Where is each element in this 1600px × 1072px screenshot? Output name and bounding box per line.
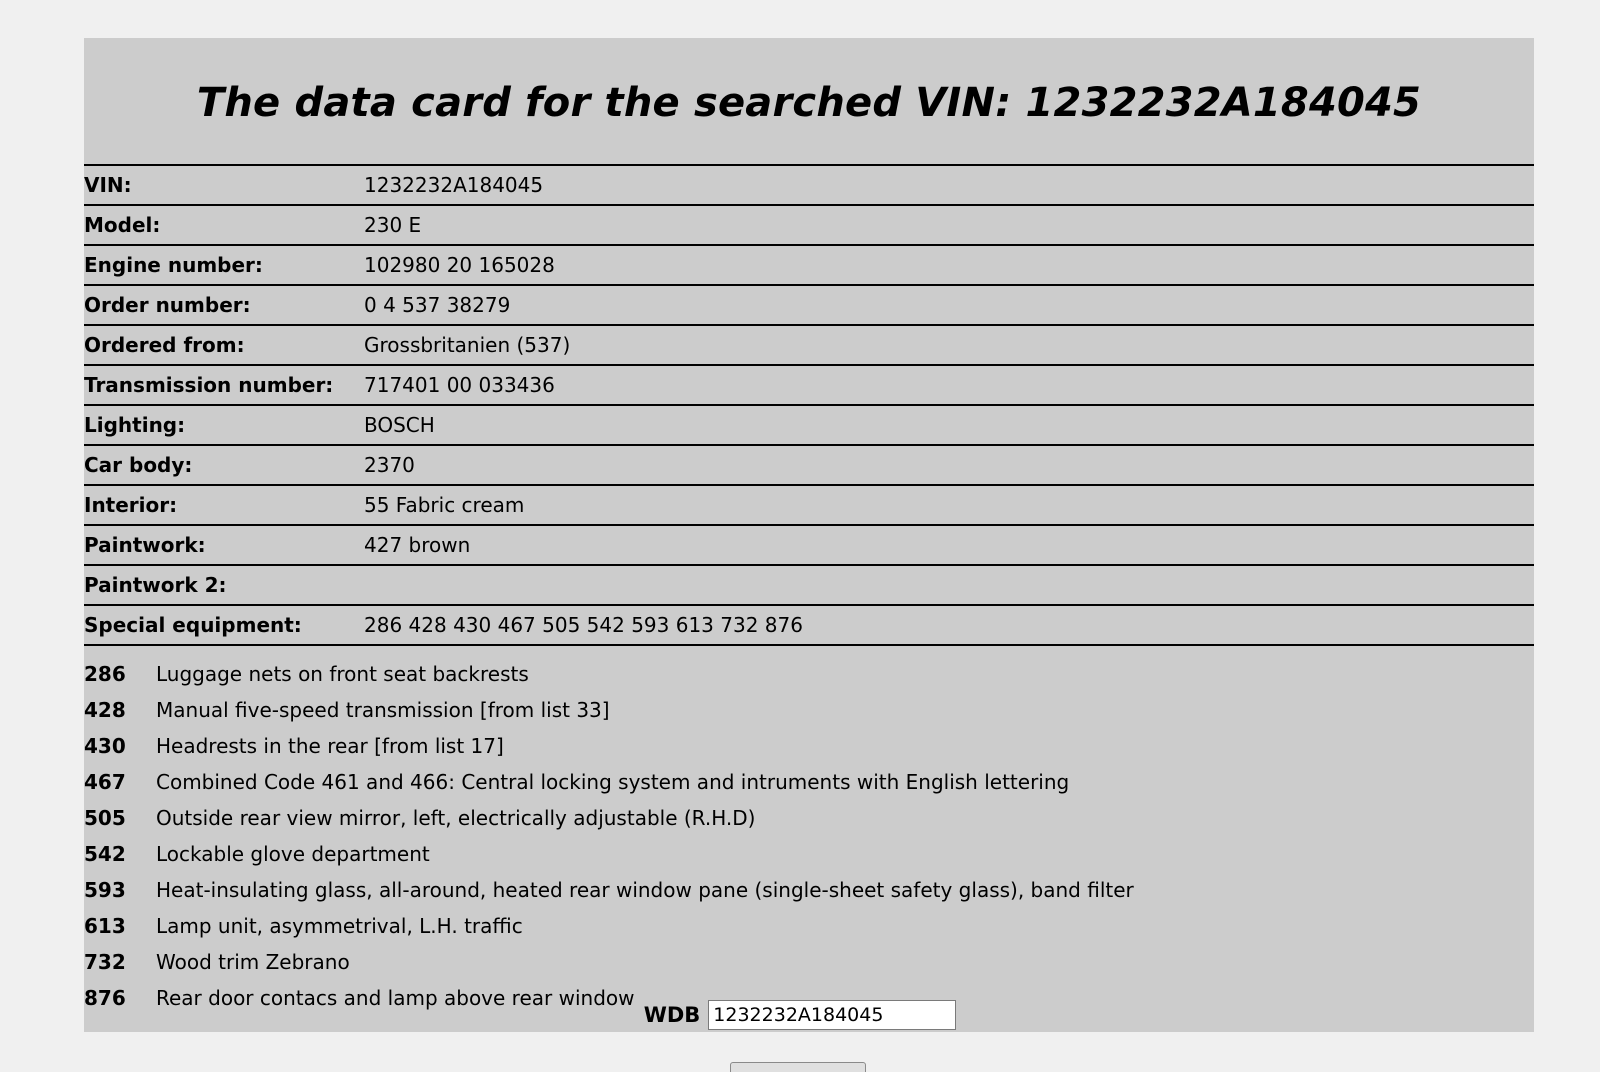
equipment-description: Lockable glove department: [156, 842, 430, 866]
vin-search-input[interactable]: [708, 1000, 956, 1030]
table-row: [84, 245, 1534, 285]
special-equipment-list: [84, 644, 1534, 1032]
list-item: [84, 656, 1534, 692]
page-title: The data card for the searched VIN: 1232232A184045: [196, 80, 1422, 126]
field-label: Ordered from:: [84, 333, 245, 357]
field-label: Paintwork:: [84, 533, 206, 557]
vehicle-data-table: [84, 164, 1534, 644]
equipment-code: 542: [84, 842, 126, 866]
equipment-description: Heat-insulating glass, all-around, heated rear window pane (single-sheet safety glass), band filter: [156, 878, 1134, 902]
field-label: Engine number:: [84, 253, 263, 277]
field-value: 717401 00 033436: [364, 373, 555, 397]
search-submit-button[interactable]: [730, 1062, 866, 1072]
list-item: [84, 764, 1534, 800]
table-row: [84, 485, 1534, 525]
equipment-code: 428: [84, 698, 126, 722]
field-value: 230 E: [364, 213, 422, 237]
field-value: [364, 565, 1534, 605]
field-value: 1232232A184045: [364, 173, 544, 197]
list-item: [84, 908, 1534, 944]
table-row: [84, 445, 1534, 485]
equipment-description: Headrests in the rear [from list 17]: [156, 734, 504, 758]
list-item: [84, 728, 1534, 764]
equipment-code: 467: [84, 770, 126, 794]
equipment-description: Wood trim Zebrano: [156, 950, 350, 974]
equipment-code: 876: [84, 986, 126, 1010]
vehicle-data-body: [84, 165, 1534, 644]
table-row: [84, 565, 1534, 605]
field-label: Paintwork 2:: [84, 573, 227, 597]
field-value: 55 Fabric cream: [364, 493, 525, 517]
field-value: 2370: [364, 453, 415, 477]
field-label: Interior:: [84, 493, 178, 517]
list-item: [84, 872, 1534, 908]
equipment-code: 613: [84, 914, 126, 938]
table-row: [84, 325, 1534, 365]
table-row: [84, 525, 1534, 565]
equipment-description: Combined Code 461 and 466: Central locking system and intruments with English lettering: [156, 770, 1070, 794]
equipment-description: Rear door contacs and lamp above rear window: [156, 986, 635, 1010]
field-label: Car body:: [84, 453, 193, 477]
equipment-code: 505: [84, 806, 126, 830]
field-value: 0 4 537 38279: [364, 293, 511, 317]
special-equipment-body: [84, 656, 1534, 1016]
table-row: [84, 605, 1534, 644]
equipment-code: 593: [84, 878, 126, 902]
table-row: [84, 205, 1534, 245]
field-label: Lighting:: [84, 413, 186, 437]
list-item: [84, 800, 1534, 836]
table-row: [84, 365, 1534, 405]
field-value: 427 brown: [364, 533, 471, 557]
equipment-description: Manual five-speed transmission [from list 33]: [156, 698, 610, 722]
special-equipment-table: [84, 656, 1534, 1016]
data-card: [84, 38, 1534, 1032]
field-value: 102980 20 165028: [364, 253, 555, 277]
vin-search-form: [0, 1000, 1600, 1030]
equipment-description: Outside rear view mirror, left, electrically adjustable (R.H.D): [156, 806, 756, 830]
list-item: [84, 692, 1534, 728]
field-label: VIN:: [84, 173, 132, 197]
field-value: Grossbritanien (537): [364, 333, 571, 357]
table-row: [84, 285, 1534, 325]
equipment-code: 732: [84, 950, 126, 974]
field-value: BOSCH: [364, 413, 435, 437]
field-label: Special equipment:: [84, 613, 302, 637]
equipment-description: Luggage nets on front seat backrests: [156, 662, 529, 686]
table-row: [84, 165, 1534, 205]
equipment-description: Lamp unit, asymmetrival, L.H. traffic: [156, 914, 523, 938]
field-label: Transmission number:: [84, 373, 334, 397]
list-item: [84, 944, 1534, 980]
field-label: Order number:: [84, 293, 251, 317]
table-row: [84, 405, 1534, 445]
field-label: Model:: [84, 213, 161, 237]
field-value: 286 428 430 467 505 542 593 613 732 876: [364, 613, 803, 637]
wdb-prefix-label: WDB: [643, 1003, 701, 1027]
equipment-code: 430: [84, 734, 126, 758]
equipment-code: 286: [84, 662, 126, 686]
list-item: [84, 836, 1534, 872]
